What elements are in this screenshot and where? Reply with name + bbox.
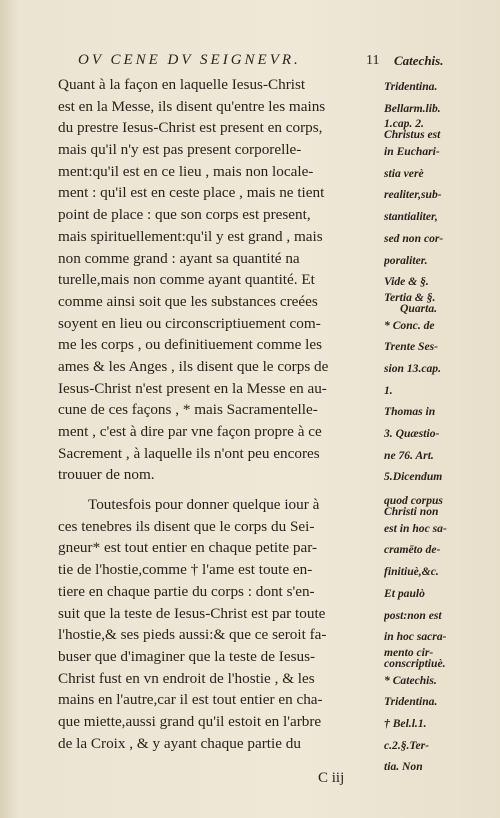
text-line: cune de ces façons , * mais Sacramentelle- bbox=[58, 401, 318, 419]
margin-note: Et paulò bbox=[384, 586, 425, 600]
text-line: soyent en lieu ou circonscriptiuement com- bbox=[58, 314, 321, 332]
margin-note: Christi non bbox=[384, 506, 439, 518]
margin-note: Quarta. bbox=[400, 303, 438, 315]
margin-note: finitiuè,&c. bbox=[384, 565, 439, 579]
text-line: tie de l'hostie,comme † l'ame est toute en- bbox=[58, 561, 313, 579]
text-line: ment:qu'il est en ce lieu , mais non locale- bbox=[58, 162, 314, 180]
margin-note: in Euchari- bbox=[384, 145, 440, 159]
margin-note: Thomas in bbox=[384, 405, 436, 419]
margin-note: sed non cor- bbox=[384, 231, 444, 245]
text-line: mais qu'il n'y est pas present corporelle- bbox=[58, 141, 302, 159]
text-line: trouuer de nom. bbox=[58, 466, 155, 484]
text-line: Christ fust en vn endroit de l'hostie , & les bbox=[58, 669, 315, 687]
margin-note: 3. Quæstio- bbox=[384, 427, 440, 440]
margin-note: sion 13.cap. bbox=[384, 361, 442, 375]
margin-note: ne 76. Art. bbox=[384, 448, 434, 462]
text-line: non comme grand : ayant sa quantité na bbox=[58, 249, 300, 267]
margin-note: stia verè bbox=[384, 166, 424, 180]
text-line: que miette,aussi grand qu'il estoit en l'arbre bbox=[58, 712, 322, 730]
signature-mark: C iij bbox=[318, 770, 345, 786]
text-line: mains en l'autre,car il est tout entier en cha- bbox=[58, 691, 323, 709]
margin-note: * Conc. de bbox=[384, 318, 435, 332]
margin-note: Tridentina. bbox=[384, 80, 438, 93]
margin-gap bbox=[384, 488, 496, 496]
margin-note: mento cir- bbox=[384, 647, 434, 659]
text-line: ment : qu'il est en ceste place , mais ne tient bbox=[58, 184, 325, 202]
text-line: me les corps , ou definitiuement comme les bbox=[58, 336, 323, 354]
margin-note: quod corpus bbox=[384, 496, 443, 507]
margin-note: 5.Dicendum bbox=[384, 470, 443, 484]
text-line: mais spirituellement:qu'il y est grand , mais bbox=[58, 227, 323, 245]
text-line: buser que d'imaginer que la teste de Iesus- bbox=[58, 647, 316, 665]
margin-notes bbox=[384, 76, 496, 778]
text-line: suit que la teste de Iesus-Christ est par toute bbox=[58, 604, 326, 622]
margin-note: Bellarm.lib. bbox=[384, 101, 441, 115]
text-line: Toutesfois pour donner quelque iour à bbox=[88, 496, 320, 514]
margin-note: tia. Non bbox=[384, 760, 423, 774]
text-line: Quant à la façon en laquelle Iesus-Christ bbox=[58, 76, 306, 93]
text-line: Iesus-Christ n'est present en la Messe en au- bbox=[58, 379, 327, 397]
margin-note: * Catechis. bbox=[384, 673, 437, 687]
margin-note: Vide & §. bbox=[384, 275, 429, 289]
margin-note: Trente Ses- bbox=[384, 340, 438, 354]
margin-note: realiter,sub- bbox=[384, 188, 442, 202]
margin-note: conscriptiuè. bbox=[384, 658, 446, 670]
text-line: Sacrement , à laquelle ils n'ont peu encores bbox=[58, 444, 320, 462]
text-line: l'hostie,& ses pieds aussi:& que ce seroit fa- bbox=[58, 626, 327, 644]
page-header bbox=[78, 52, 478, 74]
text-line: ames & les Anges , ils disent que le corps de bbox=[58, 357, 329, 375]
text-line: point de place : que son corps est present, bbox=[58, 206, 311, 224]
margin-note: † Bel.l.1. bbox=[384, 716, 427, 730]
margin-note: post:non est bbox=[384, 608, 442, 622]
paragraph-gap bbox=[58, 486, 380, 494]
margin-note: 1.cap. 2. bbox=[384, 119, 424, 131]
text-line: de la Croix , & y ayant chaque partie du bbox=[58, 734, 301, 752]
header-margin-note: Catechis. bbox=[394, 53, 444, 68]
margin-note: est in hoc sa- bbox=[384, 521, 447, 535]
text-line: tiere en chaque partie du corps : dont s'en- bbox=[58, 582, 315, 600]
running-title: OV CENE DV SEIGNEVR. bbox=[78, 52, 301, 68]
text-line: est en la Messe, ils disent qu'entre les mains bbox=[58, 97, 326, 115]
text-line: comme ainsi soit que les substances creées bbox=[58, 292, 318, 310]
margin-note: in hoc sacra- bbox=[384, 630, 447, 644]
margin-note: Tertia & §. bbox=[384, 292, 436, 304]
margin-note: poraliter. bbox=[384, 253, 428, 267]
margin-note: Tridentina. bbox=[384, 695, 438, 709]
body-text bbox=[58, 74, 380, 754]
text-line: gneur* est tout entier en chaque petite par- bbox=[58, 539, 318, 557]
text-line: ces tenebres ils disent que le corps du Sei- bbox=[58, 517, 315, 535]
page-number: 11 bbox=[366, 53, 380, 68]
margin-note: cramēto de- bbox=[384, 543, 441, 557]
text-line: ment , c'est à dire par vne façon propre à ce bbox=[58, 423, 322, 440]
margin-note: Christus est bbox=[384, 130, 441, 142]
margin-note: 1. bbox=[384, 383, 393, 397]
text-line: du prestre Iesus-Christ est present en corps, bbox=[58, 119, 323, 137]
margin-note: c.2.§.Ter- bbox=[384, 738, 429, 752]
margin-note: stantialiter, bbox=[384, 210, 438, 224]
text-line: turelle,mais non comme ayant quantité. Et bbox=[58, 271, 315, 289]
